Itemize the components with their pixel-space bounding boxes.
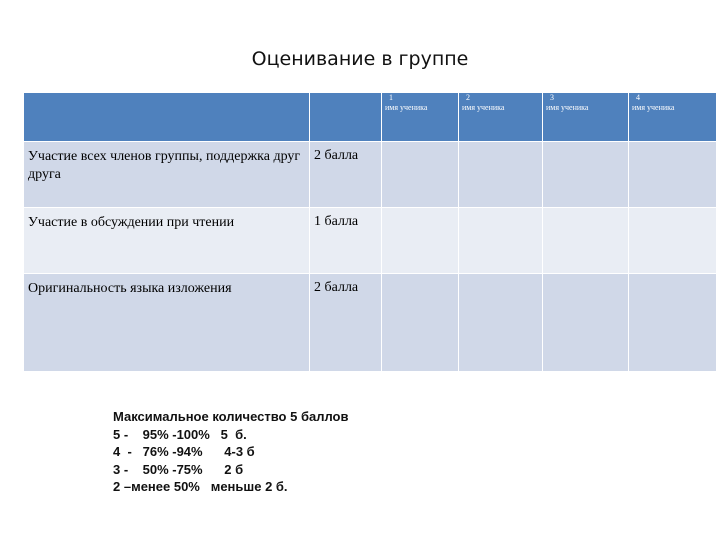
score-cell[interactable]: [459, 274, 543, 372]
table-row: [24, 142, 717, 208]
score-cell[interactable]: [543, 274, 629, 372]
score-cell[interactable]: [459, 142, 543, 208]
student-name: имя ученика: [546, 102, 589, 112]
header-student-4: [629, 93, 717, 142]
scale-line: 5 - 95% -100% 5 б.: [113, 426, 247, 442]
criterion-points: 1 балла: [310, 208, 382, 274]
slide-title: Оценивание в группе: [251, 48, 469, 70]
student-number: 2: [466, 93, 470, 102]
student-name: имя ученика: [385, 102, 428, 112]
score-cell[interactable]: [459, 208, 543, 274]
max-score-line: Максимальное количество 5 баллов: [113, 409, 349, 424]
criterion-points: 2 балла: [310, 274, 382, 372]
student-number: 4: [636, 93, 640, 102]
criterion-label: Оригинальность языка изложения: [24, 274, 310, 372]
table-row: [24, 274, 717, 372]
criterion-label: Участие всех членов группы, поддержка друг друга: [24, 142, 310, 208]
criterion-points: 2 балла: [310, 142, 382, 208]
header-student-2: [459, 93, 543, 142]
score-cell[interactable]: [629, 208, 717, 274]
student-number: 1: [389, 93, 393, 102]
scale-line: 3 - 50% -75% 2 б: [113, 461, 244, 477]
score-cell[interactable]: [382, 142, 459, 208]
table-row: [24, 208, 717, 274]
table-header-row: [24, 93, 717, 142]
header-points-cell: [310, 93, 382, 142]
score-cell[interactable]: [629, 142, 717, 208]
grading-table: [23, 92, 717, 372]
header-student-1: [382, 93, 459, 142]
score-cell[interactable]: [382, 274, 459, 372]
criterion-label: Участие в обсуждении при чтении: [24, 208, 310, 274]
score-cell[interactable]: [543, 142, 629, 208]
header-criteria-cell: [24, 93, 310, 142]
student-name: имя ученика: [462, 102, 505, 112]
score-cell[interactable]: [543, 208, 629, 274]
grading-scale-notes: [113, 408, 349, 496]
student-number: 3: [550, 93, 554, 102]
scale-line: 2 –менее 50% меньше 2 б.: [113, 479, 288, 494]
student-name: имя ученика: [632, 102, 675, 112]
header-student-3: [543, 93, 629, 142]
score-cell[interactable]: [629, 274, 717, 372]
score-cell[interactable]: [382, 208, 459, 274]
scale-line: 4 - 76% -94% 4-3 б: [113, 444, 255, 459]
